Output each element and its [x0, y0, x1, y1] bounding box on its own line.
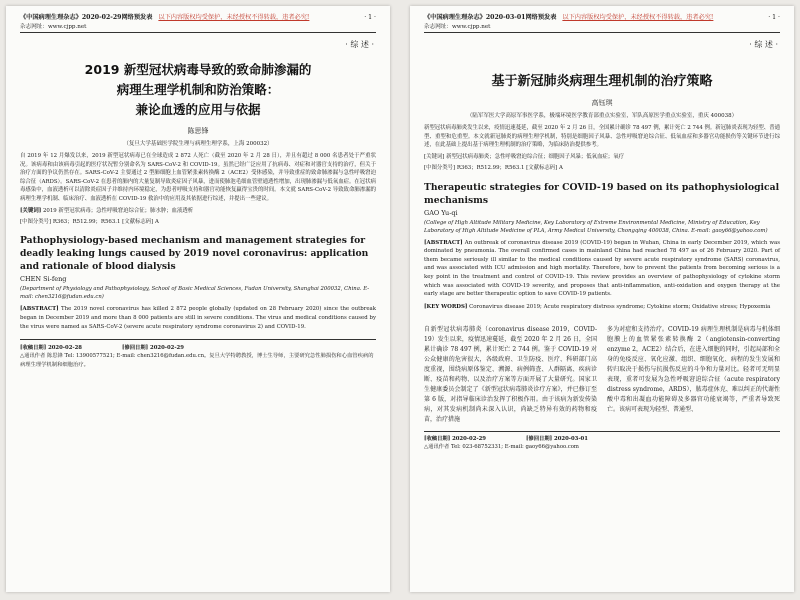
received-label: [收稿日期] — [20, 345, 47, 352]
article-dates — [20, 344, 376, 352]
chinese-title-line: 病理生理学机制和防治策略： — [116, 82, 280, 97]
classification-codes: [中图分类号] R363；R512.99；R563.1 [文献标志码] A — [424, 165, 563, 172]
english-abstract-text: The 2019 novel coronavirus has killed 2 872 people globally (updated on 28 February 2020) since the outbreak began in December 2019 and more than 8 000 patients are still in severe conditions. The virus and medical conditions caused by the virus were named as SARS-CoV-2 (severe acute respiratory syndrome coronavirus 2) and COVID-19. — [20, 306, 377, 330]
author-affiliation: （陆军军医大学高原军事医学系，极端环境医学教育部重点实验室，军队高原医学重点实验室，重庆 400038） — [466, 113, 738, 119]
revised-value: 2020-03-01 — [554, 436, 588, 443]
english-abstract — [20, 305, 376, 331]
section-tag: · 综 述 · — [345, 40, 374, 49]
revised-date — [122, 344, 184, 352]
journal-name: 《中国病理生理杂志》2020-02-29网络预发表 — [20, 14, 153, 21]
received-date — [20, 344, 82, 352]
classification-codes: [中图分类号] R363；R512.99；R563.1 [文献标志码] A — [20, 218, 159, 225]
revised-label: [修回日期] — [525, 436, 553, 443]
page-number: · 1 · — [768, 14, 780, 21]
chinese-abstract: 新型冠状病毒肺炎发生以来，疫情迅速蔓延，截至 2020 年 2 月 26 日，全国累计确诊 78 497 例，累计死亡 2 744 例。新冠肺炎表现为轻型、普通型、重型和危重型。本文就新冠肺炎的病理生理学机制，特别是细胞因子风暴、急性呼吸窘迫综合征、低氧血症和多器官功能损伤等关键环节进行综述，在此基础上提出基于病理生理机制的治疗策略，为临床防治提供参考。 — [424, 125, 780, 149]
english-author: CHEN Si-feng — [20, 275, 67, 284]
body-columns — [424, 325, 780, 425]
english-keywords — [424, 303, 780, 312]
running-header — [424, 12, 780, 21]
page-number: · 1 · — [364, 14, 376, 21]
body-column-right: 多为对症和支持治疗。COVID-19 病理生理机制是病毒与机体细胞膜上的血管紧张素转换酶 2（angiotensin-converting enzyme 2，ACE2）结合后，在进入细胞的同时，引起局部和全身的免疫反应、氧化应激、组织、细胞氧化、病程的发生发展和转归取决于损伤与抗损伤反应的斗争和力量对比。轻者可无明显表现，重者可发展为急性呼吸窘迫综合征（acute respiratory distress syndrome，ARDS），脓毒症休克、难以纠正的代谢性酸中毒和出凝血功能障碍及多器官功能衰竭等，严重者导致死亡。该病可表现为轻型、普通型、 — [607, 326, 780, 414]
chinese-title-line: 2019 新型冠状病毒导致的致命肺渗漏的 — [84, 62, 312, 77]
abstract-label: [ABSTRACT] — [424, 239, 463, 246]
english-author: GAO Yu-qi — [424, 208, 458, 217]
corresponding-author-note: △通讯作者 Tel: 023-68752331; E-mail: gaoy66@yahoo.com — [424, 444, 579, 451]
author-name: 陈思锋 — [187, 127, 209, 135]
received-label: [收稿日期] — [424, 436, 451, 443]
chinese-abstract: 自 2019 年 12 月爆发以来，2019 新型冠状病毒已在全球造成 2 872 人死亡（截至 2020 年 2 月 28 日），并且有超过 8 000 名患者处于严重状况。该病毒和由该病毒引起的医疗状况暂分别命名为 SARS-CoV-2 和 COVID-19。虽然已经广泛应用了抗病毒、对症和对器官支持的治疗，但关于治疗方面的争议仍然存在。SARS-CoV-2 主要通过 2 型肺细胞上血管紧张素转换酶 2（ACE2）受体感染，并导致重症的致命肺渗漏与急性呼吸窘迫综合征（ARDS）。SARS-CoV-2 在患者的肺内的大量复制导致炎症因子风暴，进而使肺泡毛细血管壁通透性增加，出现肺渗漏与低氧血症。在冠状病毒感染中，血液透析可以清除炎症因子并维持内环境稳定，为患者呼吸支持和器官功能恢复赢得宝贵的时间。本文就 SARS-CoV-2 导致致命肺渗漏的病理生理学机制、临床治疗、血液透析在 COVID-19 救治中的应用及其依据进行综述，并提出一些建议。 — [20, 153, 376, 202]
revised-label: [修回日期] — [121, 345, 149, 352]
chinese-title-line: 兼论血透的应用与依据 — [135, 102, 261, 117]
received-value: 2020-02-29 — [452, 436, 486, 443]
received-date — [424, 435, 486, 443]
english-affiliation: (Department of Physiology and Pathophysiology, School of Basic Medical Sciences, Fudan University, Shanghai 200032, China. E-mail: chen3216@fudan.edu.cn) — [20, 286, 369, 301]
chinese-title: 基于新冠肺炎病理生理机制的治疗策略 — [491, 74, 713, 89]
corresponding-author-note: △通讯作者 陈思锋 Tel: 13900577521; E-mail: chen3216@fudan.edu.cn。复旦大学特聘教授，博士生导师，主要研究急性肺损伤和心血管疾病的病理生理学机制和细胞治疗。 — [20, 353, 374, 368]
header-divider — [424, 32, 780, 33]
chinese-title — [20, 60, 376, 120]
keywords-text: 2019 新型冠状病毒；急性呼吸窘迫综合征；肺水肿；血液透析 — [43, 207, 194, 214]
paper-page-right — [410, 6, 794, 592]
keywords — [20, 207, 376, 215]
english-abstract — [424, 239, 780, 299]
received-value: 2020-02-28 — [48, 345, 82, 352]
journal-website: 杂志网址：www.cjpp.net — [424, 24, 491, 30]
english-affiliation: (College of High Altitude Military Medicine, Key Laboratory of Extreme Environmental Medicine, Ministry of Education, Key Laboratory of High Altitude Medicine of PLA, Army Medical University, Chongqing 400038, China. E-mail: gaoy66@yahoo.com) — [424, 219, 768, 234]
running-header — [20, 12, 376, 21]
english-keywords-text: Coronavirus disease 2019; Acute respiratory distress syndrome; Cytokine storm; Oxidative stress; Hypoxemia — [469, 303, 771, 310]
abstract-label: [ABSTRACT] — [20, 306, 59, 313]
paper-page-left — [6, 6, 390, 592]
header-divider — [20, 32, 376, 33]
author-name: 高钰琪 — [591, 99, 613, 107]
key-words-label: [KEY WORDS] — [424, 303, 468, 310]
english-title: Pathophysiology-based mechanism and management strategies for deadly leaking lungs caused by 2019 novel coronavirus: application and rationale of blood dialysis — [20, 235, 369, 273]
revised-value: 2020-02-29 — [150, 345, 184, 352]
article-info-footer — [20, 339, 376, 369]
author-affiliation: （复旦大学基础医学院生理与病理生理学系，上海 200032） — [123, 141, 273, 147]
body-column-left: 自新型冠状病毒肺炎（coronavirus disease 2019，COVID-19）发生以来，疫情迅速蔓延，截至 2020 年 2 月 26 日，全国累计确诊 78 497 例，累计死亡 2 744 例。鉴于 COVID-19 对公众健康的危害很大，各级政府、卫生防疫、医疗、科研部门高度重视，围绕病原体鉴定、溯源、病例筛查、人群隔离、疾病诊断、疫苗和药物、以及治疗方案等方面开展了大量研究。国家卫生健康委员会制定了《新型冠状病毒肺炎诊疗方案》，并已修订至第 6 版，对指导临床诊治发挥了积极作用。由于该病为新发传染病，对其发病机制尚未深入认识，尚缺乏特异有效的药物和疫苗，治疗措施 — [424, 326, 597, 424]
section-tag: · 综 述 · — [749, 40, 778, 49]
english-title: Therapeutic strategies for COVID-19 based on its pathophysiological mechanisms — [424, 181, 780, 206]
journal-website: 杂志网址：www.cjpp.net — [20, 24, 87, 30]
keywords: [关键词] 新型冠状病毒肺炎；急性呼吸窘迫综合征；细胞因子风暴；低氧血症；氧疗 — [424, 153, 624, 160]
article-dates — [424, 435, 780, 443]
copyright-warning-link[interactable]: 以下内容版权均受保护，未经授权不得转载，违者必究! — [158, 14, 310, 21]
english-abstract-text: An outbreak of coronavirus disease 2019 (COVID-19) began in Wuhan, China in early December 2019, which was dominated by pneumonia. The overall confirmed cases in mainland China had reached 78 497 as of 26 February 2020. Part of them became seriously ill similar to the medical conditions caused by severe acute respiratory syndrome (SARS) coronavirus, and was associated with ICU admission and high mortality. Therefore, how to prevent the patients from becoming serious is a key point in the treatment and control of COVID-19. This review provides an overview of pathophysiology of cytokine storm which was associated with COVID-19 severity, and proposes that anti-inflammation, anti-oxidation and oxygen therapy at the early stage are better therapeutic option to save COVID-19 patients. — [424, 239, 780, 298]
keywords-label: [关键词] — [20, 207, 42, 214]
copyright-warning-link[interactable]: 以下内容版权均受保护，未经授权不得转载，违者必究! — [562, 14, 714, 21]
journal-name: 《中国病理生理杂志》2020-03-01网络预发表 — [424, 14, 557, 21]
revised-date — [526, 435, 588, 443]
article-info-footer — [424, 431, 780, 451]
